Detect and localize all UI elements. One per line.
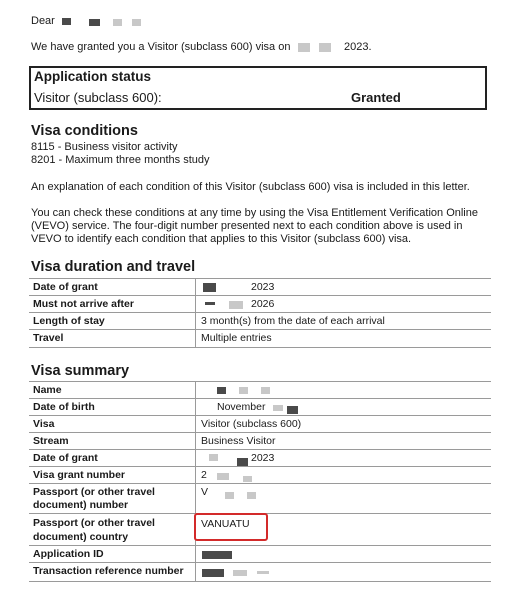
grant-year: 2023. xyxy=(344,41,372,53)
row-value: Multiple entries xyxy=(201,332,272,344)
row-value: 3 month(s) from the date of each arrival xyxy=(201,315,385,327)
status-heading: Application status xyxy=(34,69,152,84)
row-label: Length of stay xyxy=(33,315,105,327)
redaction xyxy=(132,19,141,26)
table-row xyxy=(29,415,491,433)
row-label: Transaction reference number xyxy=(33,565,184,577)
redaction xyxy=(298,43,310,52)
redaction xyxy=(202,569,224,577)
row-value: 2026 xyxy=(251,298,275,310)
row-value: Business Visitor xyxy=(201,435,276,447)
status-value: Granted xyxy=(351,90,401,105)
redaction xyxy=(217,473,229,480)
vevo-text: VEVO to identify each condition that applies to this Visitor (subclass 600) visa. xyxy=(31,233,412,245)
passport-country-value: VANUATU xyxy=(201,518,250,530)
table-row xyxy=(29,545,491,563)
redaction xyxy=(243,476,252,482)
row-label: Application ID xyxy=(33,548,104,560)
row-label: Visa xyxy=(33,418,55,430)
row-value: 2 xyxy=(201,469,207,481)
row-label: Visa grant number xyxy=(33,469,125,481)
table-row xyxy=(29,278,491,296)
redaction xyxy=(287,406,298,414)
row-label: Date of birth xyxy=(33,401,95,413)
table-row xyxy=(29,329,491,348)
redaction xyxy=(257,571,269,574)
redaction xyxy=(247,492,256,499)
condition-item: 8201 - Maximum three months study xyxy=(31,154,210,166)
redaction xyxy=(237,458,248,466)
table-row xyxy=(29,466,491,484)
redaction xyxy=(62,18,71,25)
row-label: Must not arrive after xyxy=(33,298,134,310)
application-status-box xyxy=(29,66,487,110)
row-value: Visitor (subclass 600) xyxy=(201,418,302,430)
conditions-explanation: An explanation of each condition of this Visitor (subclass 600) visa is included in this letter. xyxy=(31,181,470,193)
redaction xyxy=(202,551,232,559)
row-label: Date of grant xyxy=(33,281,98,293)
row-label: Stream xyxy=(33,435,69,447)
redaction xyxy=(239,387,248,394)
redaction xyxy=(319,43,331,52)
row-label: Travel xyxy=(33,332,64,344)
row-label: document) number xyxy=(33,499,129,511)
redaction xyxy=(261,387,270,394)
redaction xyxy=(273,405,283,411)
table-row xyxy=(29,312,491,330)
redaction xyxy=(225,492,234,499)
table-row xyxy=(29,449,491,467)
redaction xyxy=(113,19,122,26)
vevo-text: (VEVO) service. The four-digit number presented next to each condition above is used in xyxy=(31,220,463,232)
row-value: November xyxy=(217,401,266,413)
table-row xyxy=(29,381,491,399)
redaction xyxy=(233,570,247,576)
table-row xyxy=(29,483,491,514)
redaction xyxy=(89,19,100,26)
grant-sentence: We have granted you a Visitor (subclass 600) visa on xyxy=(31,41,291,53)
row-label: Passport (or other travel xyxy=(33,517,155,529)
redaction xyxy=(203,283,216,292)
redaction xyxy=(205,302,215,305)
highlight-box xyxy=(194,513,268,541)
redaction xyxy=(217,387,226,394)
status-visa-label: Visitor (subclass 600): xyxy=(34,90,162,105)
vevo-text: You can check these conditions at any time by using the Visa Entitlement Verification Online xyxy=(31,207,478,219)
condition-item: 8115 - Business visitor activity xyxy=(31,141,178,153)
table-row xyxy=(29,295,491,313)
conditions-heading: Visa conditions xyxy=(31,123,138,139)
salutation: Dear xyxy=(31,15,55,27)
table-row xyxy=(29,513,491,545)
row-label: Name xyxy=(33,384,62,396)
redaction xyxy=(209,454,218,461)
table-row xyxy=(29,398,491,416)
table-row xyxy=(29,432,491,450)
row-label: Passport (or other travel xyxy=(33,486,155,498)
row-value: 2023 xyxy=(251,281,275,293)
duration-heading: Visa duration and travel xyxy=(31,259,196,275)
row-value: V xyxy=(201,486,209,498)
row-label: document) country xyxy=(33,531,129,543)
table-row xyxy=(29,562,491,582)
row-label: Date of grant xyxy=(33,452,98,464)
redaction xyxy=(229,301,243,309)
summary-heading: Visa summary xyxy=(31,363,130,379)
row-value: 2023 xyxy=(251,452,275,464)
